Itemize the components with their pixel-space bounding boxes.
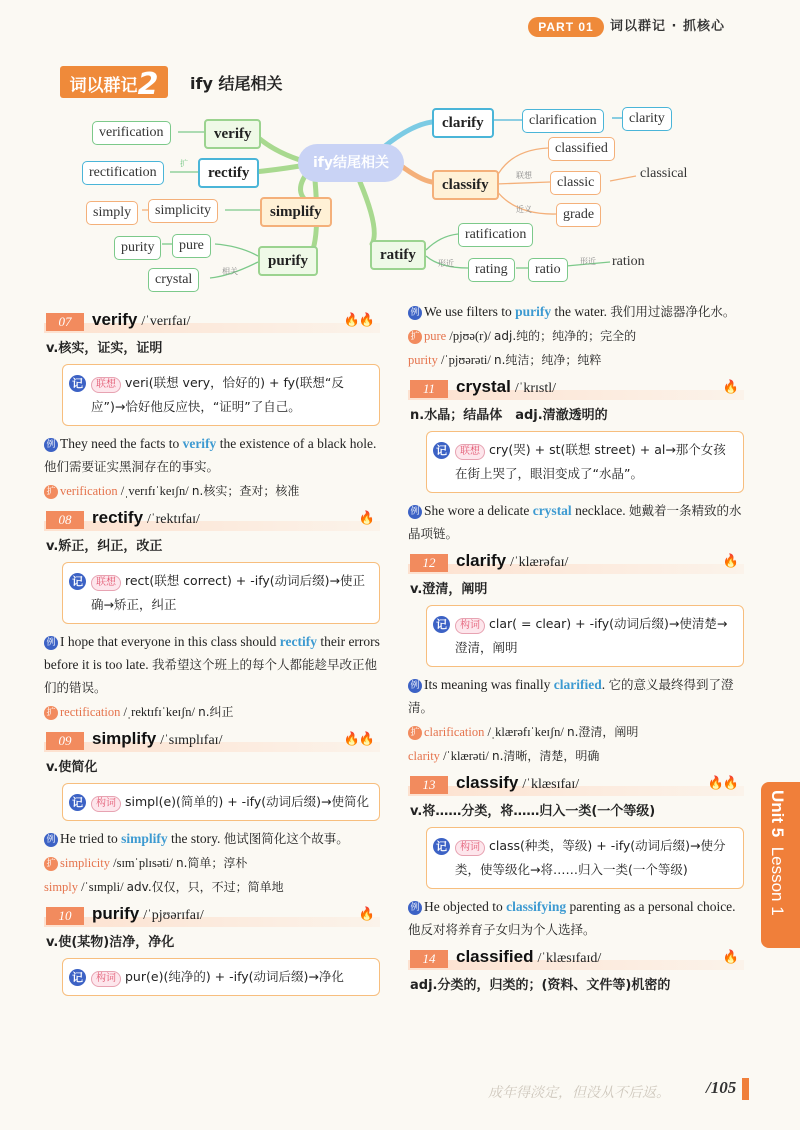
mm-node-classical: classical	[640, 166, 688, 181]
mm-tag-synonym: 近义	[516, 205, 532, 214]
entry-word	[92, 904, 204, 924]
entry-number: 11	[410, 380, 448, 398]
entry-number: 07	[46, 313, 84, 331]
mm-node-grade: grade	[556, 203, 601, 227]
derivative-word: purity	[408, 353, 438, 367]
mm-node-ratio: ratio	[528, 258, 568, 282]
mm-node-rectification: rectification	[82, 161, 164, 185]
example-text: She wore a delicate	[424, 503, 533, 518]
derivative-ipa: /ˈsɪmpli/	[78, 880, 127, 894]
lesson-text: Lesson 1	[768, 846, 787, 916]
memo-icon: 记	[433, 838, 450, 855]
example	[408, 499, 744, 545]
example-icon: 例	[44, 438, 58, 452]
memory-box	[426, 827, 744, 889]
example-text: Its meaning was finally	[424, 677, 554, 692]
example	[44, 432, 380, 478]
example-text-2: the water.	[551, 304, 611, 319]
memory-text: cry(哭) + st(联想 street) + al→那个女孩在街上哭了，眼泪变成了“水晶”。	[455, 442, 726, 481]
extend-icon: 扩	[44, 706, 58, 720]
entry-header	[44, 310, 380, 334]
example	[44, 630, 380, 699]
entry-number: 10	[46, 907, 84, 925]
derivative	[44, 480, 380, 502]
mm-node-ration: ration	[612, 254, 645, 269]
example-text: He tried to	[60, 831, 122, 846]
footer-slogan: 成年得淡定，但没从不后返。	[488, 1085, 670, 1101]
extend-icon: 扩	[408, 726, 422, 740]
mm-node-classified: classified	[548, 137, 615, 161]
derivative-ipa: /pjʊə(r)/	[446, 329, 495, 343]
mind-map-center: ify结尾相关	[298, 144, 404, 182]
entry-header	[408, 377, 744, 401]
mm-node-purity: purity	[114, 236, 161, 260]
unit-text: Unit 5	[768, 790, 787, 838]
entries-right-column	[408, 300, 744, 999]
example-translation: 他反对将养育子女归为个人选择。	[408, 922, 596, 937]
example-keyword: purify	[515, 304, 552, 319]
definition: adj.分类的，归类的；(资料、文件等)机密的	[410, 978, 671, 993]
definition: v.将……分类，将……归入一类(一个等级)	[410, 804, 656, 819]
example-text-2: the story.	[167, 831, 224, 846]
example-keyword: simplify	[121, 831, 168, 846]
derivative-word: clarity	[408, 749, 440, 763]
derivative	[408, 721, 744, 743]
memo-icon: 记	[69, 375, 86, 392]
example	[408, 300, 744, 323]
memory-box	[62, 958, 380, 996]
derivative-meaning: adv.仅仅，只，不过；简单地	[126, 880, 284, 894]
mm-tag-related: 相关	[222, 267, 238, 276]
header-title: 词以群记 · 抓核心	[610, 19, 725, 34]
mm-node-rating: rating	[468, 258, 515, 282]
example-translation: 她戴着一条精致的水晶项链。	[408, 503, 742, 541]
entry-header	[44, 729, 380, 753]
derivative-ipa: /sɪmˈplɪsəti/	[110, 856, 176, 870]
memory-text: veri(联想 very，恰好的) + fy(联想“反应”)→恰好他反应快，“证明”了自己。	[91, 375, 344, 414]
memo-icon: 记	[69, 969, 86, 986]
derivative-meaning: n.纠正	[198, 705, 234, 719]
memory-tag: 构词	[455, 618, 485, 634]
headword: simplify	[92, 729, 157, 748]
entry-number: 14	[410, 950, 448, 968]
derivative-word: simplicity	[60, 856, 110, 870]
memo-icon: 记	[433, 442, 450, 459]
derivative	[408, 745, 744, 767]
flame-icon: 🔥	[722, 379, 738, 394]
flame-icon: 🔥	[722, 553, 738, 568]
example-icon: 例	[408, 901, 422, 915]
mm-node-classic: classic	[550, 171, 601, 195]
example-translation: 他试图简化这个故事。	[223, 831, 349, 846]
section-badge-text: 词以群记	[69, 76, 138, 96]
derivative	[44, 701, 380, 723]
entry-word	[92, 729, 222, 749]
mm-node-verification: verification	[92, 121, 171, 145]
derivative-meaning: n.简单；淳朴	[175, 856, 248, 870]
mm-tag-similar-form: 形近	[438, 259, 454, 268]
example-icon: 例	[408, 505, 422, 519]
entry-header	[408, 773, 744, 797]
mm-tag-association: 联想	[516, 171, 532, 180]
mm-node-clarity: clarity	[622, 107, 672, 131]
mm-main-classify: classify	[432, 170, 499, 200]
entry-word	[456, 551, 568, 571]
page-number: /105	[706, 1078, 737, 1097]
derivative-ipa: /ˌrektɪfɪˈkeɪʃn/	[120, 705, 199, 719]
example-translation: 他们需要证实黑洞存在的事实。	[44, 459, 220, 474]
derivative-word: simply	[44, 880, 79, 894]
example-keyword: rectify	[279, 634, 317, 649]
entry-number: 13	[410, 776, 448, 794]
entry-number: 09	[46, 732, 84, 750]
derivative	[408, 325, 744, 347]
derivative-ipa: /ˌverɪfɪˈkeɪʃn/	[117, 484, 192, 498]
phonetic: /ˈklærəfaɪ/	[510, 555, 569, 570]
derivative	[408, 349, 744, 371]
example-icon: 例	[408, 679, 422, 693]
mm-main-simplify: simplify	[260, 197, 332, 227]
example-translation: 我们用过滤器净化水。	[610, 304, 736, 319]
example	[408, 673, 744, 719]
headword: classified	[456, 947, 534, 966]
entry-number: 12	[410, 554, 448, 572]
unit-label	[767, 790, 787, 916]
entry-word	[92, 508, 200, 528]
mm-main-ratify: ratify	[370, 240, 426, 270]
definition: v.使简化	[46, 760, 98, 775]
example-translation: 它的意义最终得到了澄清。	[408, 677, 734, 715]
entry-header	[408, 947, 744, 971]
headword: rectify	[92, 508, 144, 527]
derivative-word: rectification	[60, 705, 121, 719]
example-text-2: parenting as a personal choice.	[566, 899, 736, 914]
derivative-ipa: /ˌklærəfɪˈkeɪʃn/	[484, 725, 568, 739]
memory-tag: 联想	[91, 575, 121, 591]
memory-box	[62, 562, 380, 624]
example-text: I hope that everyone in this class should	[60, 634, 280, 649]
definition: n.水晶；结晶体 adj.清澈透明的	[410, 408, 608, 423]
example-keyword: verify	[182, 436, 217, 451]
derivative-ipa: /ˈklærəti/	[439, 749, 493, 763]
phonetic: /ˈklæsɪfaɪ/	[522, 777, 580, 792]
mm-main-clarify: clarify	[432, 108, 494, 138]
phonetic: /ˈklæsɪfaɪd/	[537, 951, 602, 966]
mm-tag-ext: 扩	[180, 159, 188, 168]
derivative-meaning: n.纯洁；纯净；纯粹	[494, 353, 602, 367]
definition: v.矫正，纠正，改正	[46, 539, 163, 554]
memory-text: class(种类，等级) + -ify(动词后缀)→使分类，使等级化→将……归入一类(一个等级)	[455, 838, 726, 877]
memory-box	[426, 431, 744, 493]
flame-icon: 🔥🔥	[343, 312, 374, 327]
mm-node-simplicity: simplicity	[148, 199, 218, 223]
derivative	[44, 876, 380, 898]
mm-main-verify: verify	[204, 119, 261, 149]
entry-word	[456, 947, 601, 967]
derivative-word: clarification	[424, 725, 485, 739]
definition: v.使(某物)洁净，净化	[46, 935, 175, 950]
entry-word	[456, 773, 579, 793]
entry-word	[92, 310, 190, 330]
phonetic: /ˈrektɪfaɪ/	[147, 512, 200, 527]
flame-icon: 🔥	[722, 949, 738, 964]
example-keyword: clarified	[553, 677, 602, 692]
page-bar	[742, 1078, 749, 1100]
phonetic: /ˈsɪmplɪfaɪ/	[160, 733, 223, 748]
mm-main-purify: purify	[258, 246, 318, 276]
memory-text: simpl(e)(简单的) + -ify(动词后缀)→使简化	[125, 794, 369, 809]
memo-icon: 记	[69, 794, 86, 811]
headword: classify	[456, 773, 519, 792]
entry-number: 08	[46, 511, 84, 529]
example-keyword: classifying	[506, 899, 567, 914]
headword: verify	[92, 310, 138, 329]
entry-header	[44, 904, 380, 928]
example-icon: 例	[408, 306, 422, 320]
headword: crystal	[456, 377, 511, 396]
flame-icon: 🔥	[358, 510, 374, 525]
example-text: He objected to	[424, 899, 507, 914]
memory-text: rect(联想 correct) + -ify(动词后缀)→使正确→矫正，纠正	[91, 573, 366, 612]
derivative	[44, 852, 380, 874]
memory-text: clar( = clear) + -ify(动词后缀)→使清楚→澄清，阐明	[455, 616, 728, 655]
memory-text: pur(e)(纯净的) + -ify(动词后缀)→净化	[125, 969, 344, 984]
extend-icon: 扩	[44, 857, 58, 871]
extend-icon: 扩	[44, 485, 58, 499]
flame-icon: 🔥🔥	[707, 775, 738, 790]
derivative-meaning: n.清晰，清楚，明确	[492, 749, 600, 763]
flame-icon: 🔥	[358, 906, 374, 921]
entry-header	[408, 551, 744, 575]
entry-word	[456, 377, 556, 397]
memory-box	[62, 783, 380, 821]
example-icon: 例	[44, 636, 58, 650]
flame-icon: 🔥🔥	[343, 731, 374, 746]
example	[44, 827, 380, 850]
mm-node-simply: simply	[86, 201, 138, 225]
memo-icon: 记	[433, 616, 450, 633]
memory-tag: 联想	[91, 377, 121, 393]
section-badge-number: 2	[137, 67, 159, 102]
example-keyword: crystal	[532, 503, 572, 518]
example-text-2: necklace.	[571, 503, 630, 518]
example-text: We use filters to	[424, 304, 516, 319]
example	[408, 895, 744, 941]
mm-node-crystal: crystal	[148, 268, 199, 292]
mm-node-ratification: ratification	[458, 223, 533, 247]
derivative-meaning: n.核实；查对；核准	[191, 484, 300, 498]
phonetic: /ˈpjʊərɪfaɪ/	[143, 908, 204, 923]
entry-header	[44, 508, 380, 532]
mm-node-pure: pure	[172, 234, 211, 258]
example-text-2: the existence of a black hole.	[216, 436, 377, 451]
memory-box	[426, 605, 744, 667]
headword: purify	[92, 904, 140, 923]
derivative-word: verification	[60, 484, 118, 498]
derivative-meaning: n.澄清，阐明	[567, 725, 639, 739]
example-translation: 我希望这个班上的每个人都能趁早改正他们的错误。	[44, 657, 377, 695]
phonetic: /ˈkrɪstl/	[514, 381, 557, 396]
derivative-meaning: adj.纯的；纯净的；完全的	[494, 329, 637, 343]
example-text-2: .	[601, 677, 609, 692]
mm-main-rectify: rectify	[198, 158, 259, 188]
headword: clarify	[456, 551, 507, 570]
example-text-2: their errors before it is too late.	[44, 634, 380, 672]
memory-tag: 构词	[455, 840, 485, 856]
memory-tag: 构词	[91, 796, 121, 812]
definition: v.核实，证实，证明	[46, 341, 163, 356]
part-badge: PART 01	[528, 17, 604, 37]
derivative-ipa: /ˈpjʊərəti/	[437, 353, 495, 367]
memory-tag: 构词	[91, 971, 121, 987]
extend-icon: 扩	[408, 330, 422, 344]
definition: v.澄清，阐明	[410, 582, 488, 597]
phonetic: /ˈverɪfaɪ/	[141, 314, 191, 329]
entries-left-column	[44, 304, 380, 1002]
derivative-word: pure	[424, 329, 447, 343]
mm-node-clarification: clarification	[522, 109, 604, 133]
memory-tag: 联想	[455, 444, 485, 460]
example-text: They need the facts to	[60, 436, 183, 451]
mm-tag-similar-form-2: 形近	[580, 257, 596, 266]
section-subtitle: ify 结尾相关	[190, 74, 283, 93]
memo-icon: 记	[69, 573, 86, 590]
unit-side-tab[interactable]	[761, 782, 800, 948]
memory-box	[62, 364, 380, 426]
example-icon: 例	[44, 833, 58, 847]
